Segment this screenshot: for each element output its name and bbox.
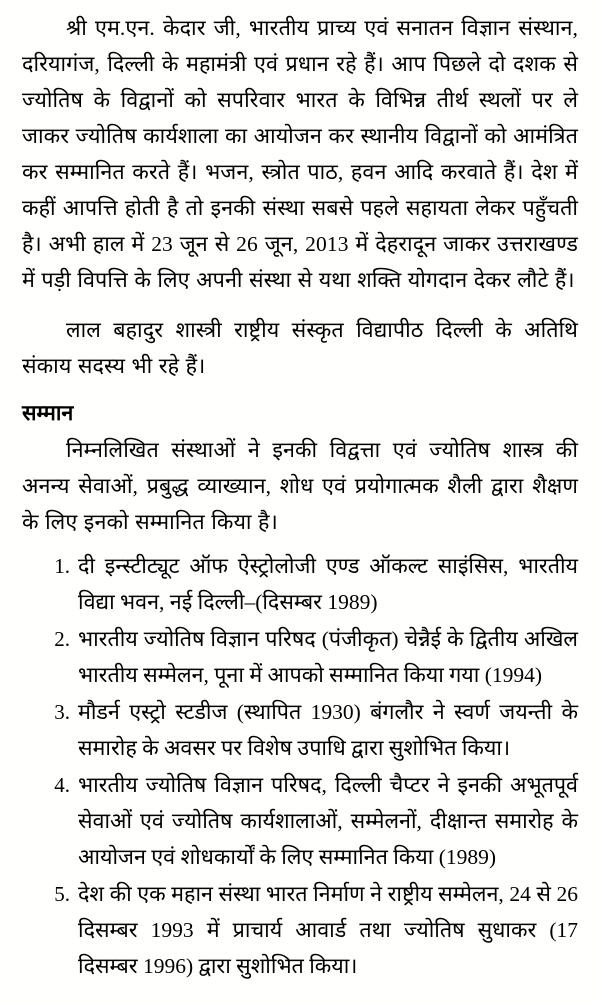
list-item-text: भारतीय ज्योतिष विज्ञान परिषद (पंजीकृत) चेन्नैई के द्वितीय अखिल भारतीय सम्मेलन, पूना में आपको सम्मानित किया गया (1994) [78, 627, 578, 687]
list-item [22, 767, 578, 875]
awards-list [22, 548, 578, 984]
list-item [22, 621, 578, 693]
list-item-text: देश की एक महान संस्था भारत निर्माण ने राष्ट्रीय सम्मेलन, 24 से 26 दिसम्बर 1993 में प्राचार्य आवार्ड तथा ज्योतिष सुधाकर (17 दिसम्बर 1996) द्वारा सुशोभित किया। [78, 882, 578, 978]
list-item-number: 4. [54, 773, 70, 797]
list-item-number: 5. [54, 882, 70, 906]
list-item-number: 2. [54, 627, 70, 651]
list-item-number: 3. [54, 700, 70, 724]
list-item-text: भारतीय ज्योतिष विज्ञान परिषद, दिल्ली चैप्टर ने इनकी अभूतपूर्व सेवाओं एवं ज्योतिष कार्यशालाओं, सम्मेलनों, दीक्षान्त समारोह के आयोजन एवं शोधकार्यों के लिए सम्मानित किया (1989) [78, 773, 578, 869]
section-heading-honours: सम्मान [22, 401, 74, 425]
list-item [22, 548, 578, 620]
list-item-text: दी इन्स्टीट्यूट ऑफ ऐस्ट्रोलोजी एण्ड ऑकल्ट साइंसिस, भारतीय विद्या भवन, नई दिल्ली–(दिसम्बर 1989) [78, 554, 578, 614]
paragraph-faculty: लाल बहादुर शास्त्री राष्ट्रीय संस्कृत विद्यापीठ दिल्ली के अतिथि संकाय सदस्य भी रहे हैं। [22, 318, 578, 378]
list-item [22, 694, 578, 766]
paragraph-biography: श्री एम.एन. केदार जी, भारतीय प्राच्य एवं सनातन विज्ञान संस्थान, दरियागंज, दिल्ली के महामंत्री एवं प्रधान रहे हैं। आप पिछले दो दशक से ज्योतिष के विद्वानों को सपरिवार भारत के विभिन्न तीर्थ स्थलों पर ले जाकर ज्योतिष कार्यशाला का आयोजन कर स्थानीय विद्वानों को आमंत्रित कर सम्मानित करते हैं। भजन, स्त्रोत पाठ, हवन आदि करवाते हैं। देश में कहीं आपत्ति होती है तो इनकी संस्था सबसे पहले सहायता लेकर पहुँचती है। अभी हाल में 23 जून से 26 जून, 2013 में देहरादून जाकर उत्तराखण्ड में पड़ी विपत्ति के लिए अपनी संस्था से यथा शक्ति योगदान देकर लौटे हैं। [22, 16, 578, 292]
list-item-number: 1. [54, 554, 70, 578]
list-item-text: मौडर्न एस्ट्रो स्टडीज (स्थापित 1930) बंगलौर ने स्वर्ण जयन्ती के समारोह के अवसर पर विशेष उपाधि द्वारा सुशोभित किया। [78, 700, 578, 760]
paragraph-honours-intro: निम्नलिखित संस्थाओं ने इनकी विद्वत्ता एवं ज्योतिष शास्त्र की अनन्य सेवाओं, प्रबुद्ध व्याख्यान, शोध एवं प्रयोगात्मक शैली द्वारा शैक्षण के लिए इनको सम्मानित किया है। [22, 438, 578, 534]
list-item [22, 876, 578, 984]
